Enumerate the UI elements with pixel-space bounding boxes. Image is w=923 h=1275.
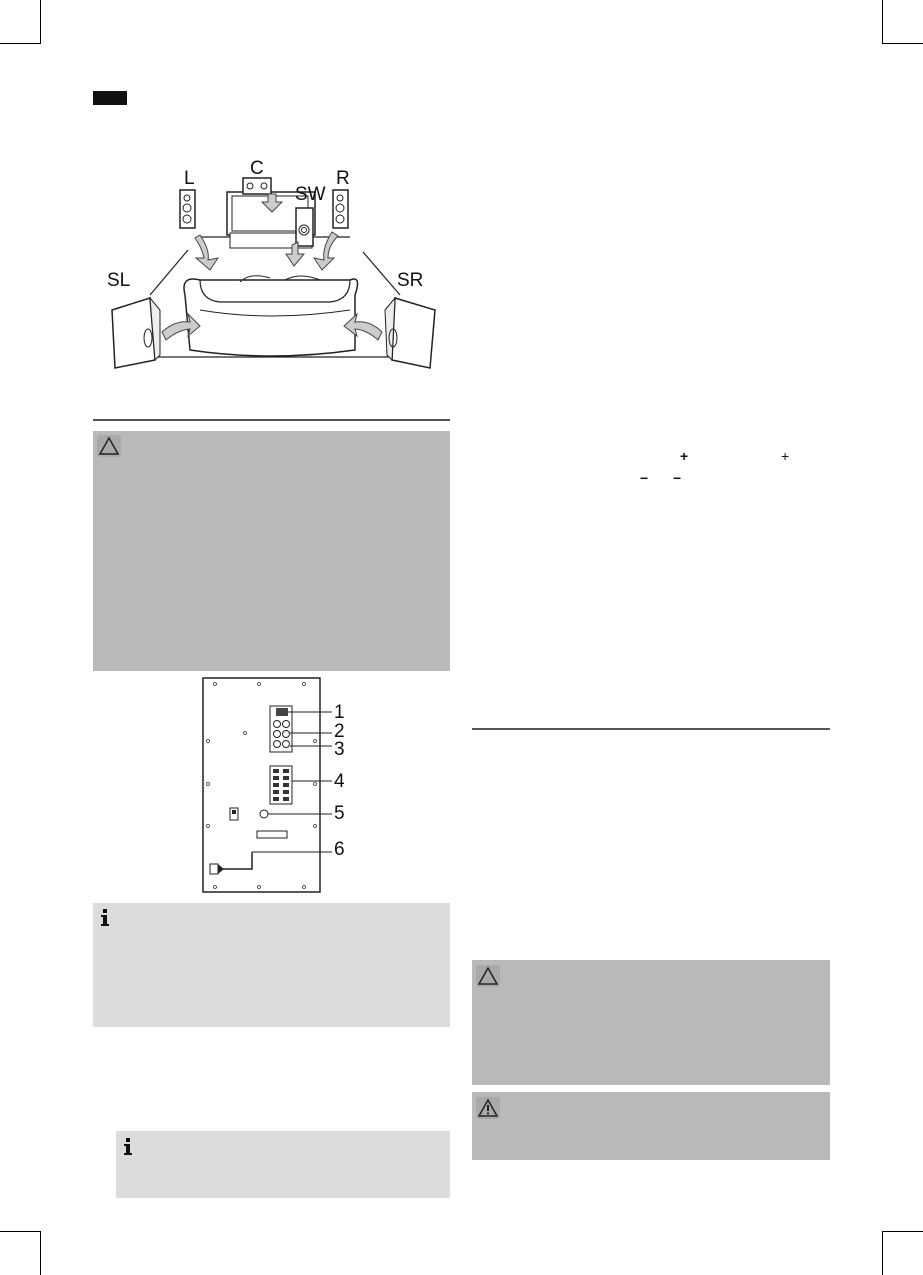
- crop-mark: [40, 1231, 41, 1275]
- label-subwoofer: SW: [295, 184, 326, 205]
- crop-mark: [882, 1231, 883, 1275]
- crop-mark: [0, 1231, 40, 1232]
- crop-mark: [883, 43, 923, 44]
- label-center: C: [250, 158, 264, 179]
- speaker-placement-illustration: [100, 150, 445, 375]
- rear-panel-diagram: [200, 676, 360, 894]
- callout-6: 6: [334, 839, 345, 860]
- callout-5: 5: [334, 803, 345, 824]
- callout-2: 2: [334, 721, 345, 742]
- crop-mark: [0, 43, 40, 44]
- label-right: R: [336, 168, 350, 189]
- info-box: [93, 903, 450, 1027]
- callout-1: 1: [334, 702, 345, 723]
- section-divider: [93, 419, 450, 421]
- speaker-placement-diagram: [100, 150, 445, 375]
- label-surround-left: SL: [107, 270, 131, 291]
- callout-4: 4: [334, 771, 345, 792]
- crop-mark: [882, 0, 883, 44]
- section-divider: [472, 728, 830, 730]
- warning-triangle-icon: [476, 965, 500, 987]
- callout-3: 3: [334, 739, 345, 760]
- polarity-plus-2: +: [781, 448, 790, 464]
- language-tab: [93, 91, 127, 105]
- hazard-box: [472, 1092, 830, 1160]
- crop-mark: [40, 0, 41, 44]
- polarity-plus-1: +: [680, 448, 689, 464]
- warning-triangle-icon: [97, 435, 121, 457]
- crop-mark: [883, 1231, 923, 1232]
- polarity-minus-2: −: [673, 470, 682, 486]
- label-surround-right: SR: [397, 270, 424, 291]
- warning-box: [93, 431, 450, 671]
- info-icon: [123, 1138, 133, 1156]
- hazard-exclamation-icon: [476, 1097, 500, 1119]
- polarity-minus-1: −: [640, 470, 649, 486]
- info-icon: [100, 909, 110, 927]
- info-box-secondary: [116, 1131, 450, 1198]
- warning-box-right: [472, 960, 830, 1085]
- label-left: L: [184, 168, 195, 189]
